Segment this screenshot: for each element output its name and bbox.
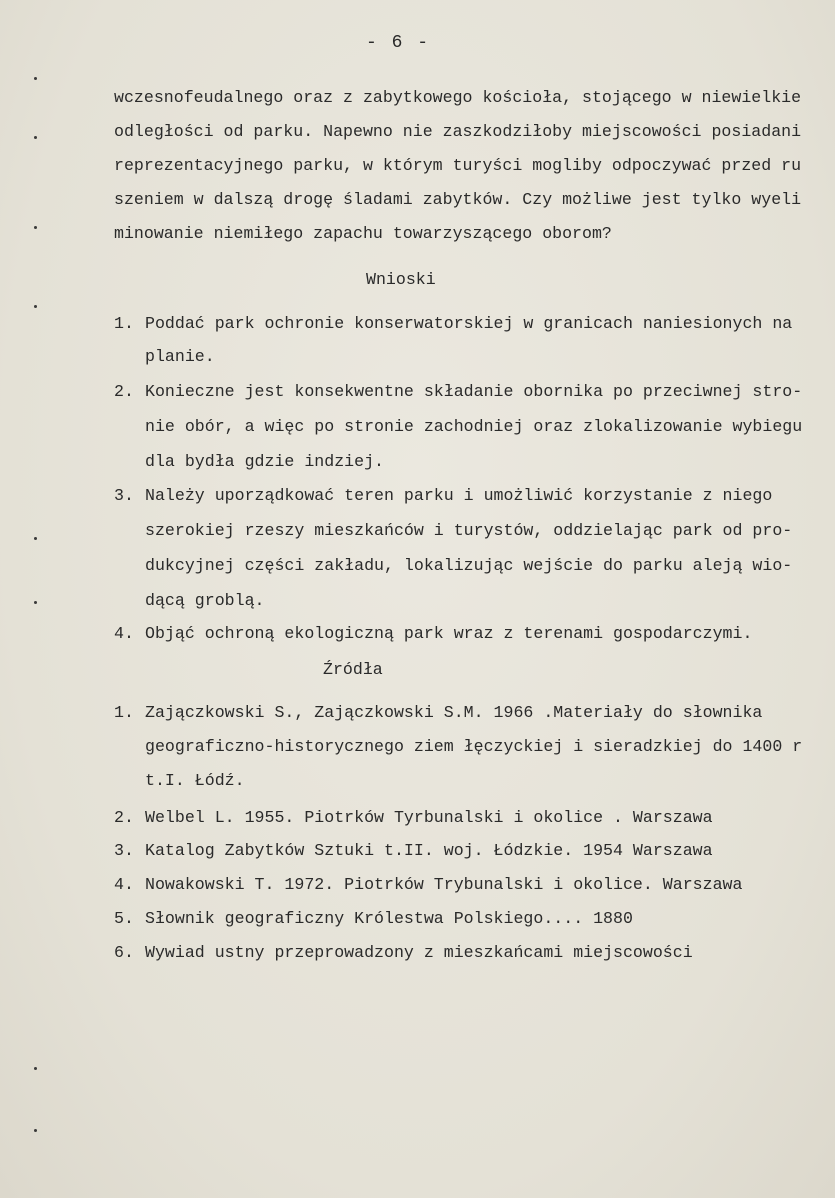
conclusion-line: Poddać park ochronie konserwatorskiej w granicach naniesionych na: [145, 314, 793, 333]
source-line: geograficzno-historycznego ziem łęczyckiej i sieradzkiej do 1400 r: [145, 737, 803, 756]
sources-heading: Źródła: [323, 660, 383, 679]
source-line: Słownik geograficzny Królestwa Polskiego.... 1880: [145, 909, 633, 928]
conclusion-line: Objąć ochroną ekologiczną park wraz z terenami gospodarczymi.: [145, 624, 753, 643]
conclusion-number: 2.: [114, 382, 134, 401]
margin-mark: [34, 1129, 37, 1132]
margin-mark: [34, 77, 37, 80]
intro-line: szeniem w dalszą drogę śladami zabytków. Czy możliwe jest tylko wyeli: [114, 190, 802, 209]
margin-mark: [34, 601, 37, 604]
conclusion-number: 1.: [114, 314, 134, 333]
source-line: Zajączkowski S., Zajączkowski S.M. 1966 .Materiały do słownika: [145, 703, 763, 722]
source-number: 2.: [114, 808, 134, 827]
source-number: 6.: [114, 943, 134, 962]
page-number: - 6 -: [366, 33, 431, 53]
margin-mark: [34, 1067, 37, 1070]
conclusion-line: planie.: [145, 347, 215, 366]
conclusion-line: nie obór, a więc po stronie zachodniej oraz zlokalizowanie wybiegu: [145, 417, 803, 436]
intro-line: wczesnofeudalnego oraz z zabytkowego kościoła, stojącego w niewielkie: [114, 88, 802, 107]
margin-mark: [34, 226, 37, 229]
margin-mark: [34, 305, 37, 308]
source-line: t.I. Łódź.: [145, 771, 245, 790]
margin-mark: [34, 537, 37, 540]
source-line: Wywiad ustny przeprowadzony z mieszkańcami miejscowości: [145, 943, 693, 962]
conclusion-number: 4.: [114, 624, 134, 643]
source-number: 4.: [114, 875, 134, 894]
source-line: Welbel L. 1955. Piotrków Tyrbunalski i okolice . Warszawa: [145, 808, 713, 827]
conclusion-number: 3.: [114, 486, 134, 505]
source-number: 3.: [114, 841, 134, 860]
source-number: 5.: [114, 909, 134, 928]
conclusions-heading: Wnioski: [366, 270, 436, 289]
source-line: Katalog Zabytków Sztuki t.II. woj. Łódzkie. 1954 Warszawa: [145, 841, 713, 860]
source-line: Nowakowski T. 1972. Piotrków Trybunalski i okolice. Warszawa: [145, 875, 743, 894]
conclusion-line: Należy uporządkować teren parku i umożliwić korzystanie z niego: [145, 486, 773, 505]
intro-line: minowanie niemiłego zapachu towarzyszącego oborom?: [114, 224, 612, 243]
source-number: 1.: [114, 703, 134, 722]
intro-line: odległości od parku. Napewno nie zaszkodziłoby miejscowości posiadani: [114, 122, 802, 141]
conclusion-line: dla bydła gdzie indziej.: [145, 452, 384, 471]
intro-line: reprezentacyjnego parku, w którym turyści mogliby odpoczywać przed ru: [114, 156, 802, 175]
margin-mark: [34, 136, 37, 139]
conclusion-line: dukcyjnej części zakładu, lokalizując wejście do parku aleją wio-: [145, 556, 793, 575]
conclusion-line: Konieczne jest konsekwentne składanie obornika po przeciwnej stro-: [145, 382, 803, 401]
conclusion-line: szerokiej rzeszy mieszkańców i turystów, oddzielając park od pro-: [145, 521, 793, 540]
conclusion-line: dącą groblą.: [145, 591, 265, 610]
